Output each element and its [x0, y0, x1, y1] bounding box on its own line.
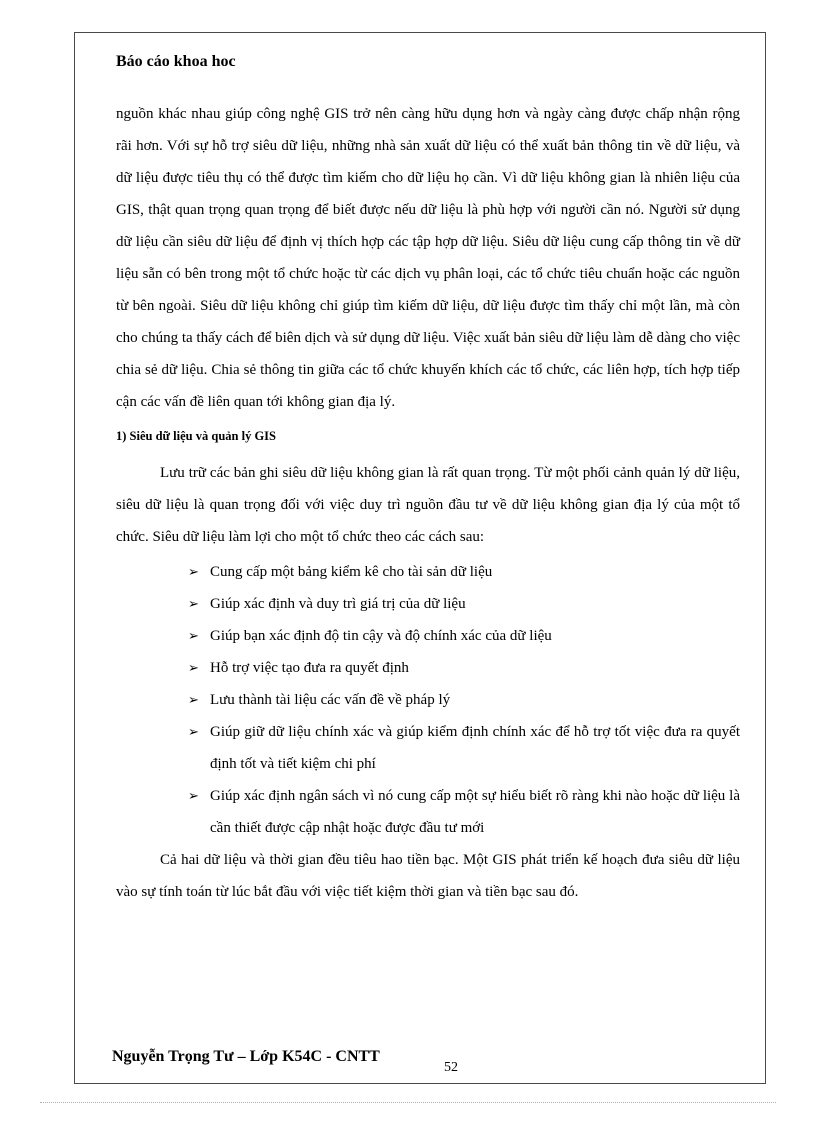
list-item — [188, 652, 740, 684]
list-item-text: Giúp xác định ngân sách vì nó cung cấp một sự hiểu biết rõ ràng khi nào hoặc dữ liệu là cần thiết được cập nhật hoặc được đầu tư mới — [210, 788, 740, 836]
list-item-text: Giúp bạn xác định độ tin cậy và độ chính xác của dữ liệu — [210, 628, 552, 644]
list-item-text: Lưu thành tài liệu các vấn đề về pháp lý — [210, 692, 451, 708]
section-heading: 1) Siêu dữ liệu và quản lý GIS — [116, 429, 276, 443]
arrow-bullet-icon: ➢ — [188, 788, 199, 803]
arrow-bullet-icon: ➢ — [188, 724, 199, 739]
closing-paragraph: Cả hai dữ liệu và thời gian đều tiêu hao tiền bạc. Một GIS phát triển kế hoạch đưa siêu dữ liệu vào sự tính toán từ lúc bắt đầu với việc tiết kiệm thời gian và tiền bạc sau đó. — [116, 852, 740, 900]
list-item — [188, 588, 740, 620]
page-header: Báo cáo khoa hoc — [116, 53, 236, 70]
arrow-bullet-icon: ➢ — [188, 628, 199, 643]
list-item-text: Giúp xác định và duy trì giá trị của dữ liệu — [210, 596, 466, 612]
list-item — [188, 780, 740, 844]
intro-paragraph: nguồn khác nhau giúp công nghệ GIS trở nên càng hữu dụng hơn và ngày càng được chấp nhận rộng rãi hơn. Với sự hỗ trợ siêu dữ liệu, những nhà sản xuất dữ liệu có thể xuất bản thông tin về dữ liệu, và dữ liệu được tiêu thụ có thể được tìm kiếm cho dữ liệu họ cần. Vì dữ liệu không gian là nhiên liệu của GIS, thật quan trọng quan trọng để biết được nếu dữ liệu là phù hợp với người cần nó. Người sử dụng dữ liệu cần siêu dữ liệu để định vị thích hợp các tập hợp dữ liệu. Siêu dữ liệu cung cấp thông tin về dữ liệu sẵn có bên trong một tổ chức hoặc từ các dịch vụ phân loại, các tổ chức tiêu chuẩn hoặc các nguồn từ bên ngoài. Siêu dữ liệu không chỉ giúp tìm kiếm dữ liệu, dữ liệu được tìm thấy chỉ một lần, mà còn cho chúng ta thấy cách để biên dịch và sử dụng dữ liệu. Việc xuất bản siêu dữ liệu làm dễ dàng cho việc chia sẻ dữ liệu. Chia sẻ thông tin giữa các tổ chức khuyến khích các tổ chức, các liên hợp, tích hợp tiếp cận các vấn đề liên quan tới không gian địa lý. — [116, 106, 740, 410]
list-item-text: Cung cấp một bảng kiểm kê cho tài sản dữ liệu — [210, 564, 493, 580]
list-item — [188, 556, 740, 588]
section-lead-paragraph: Lưu trữ các bản ghi siêu dữ liệu không gian là rất quan trọng. Từ một phối cảnh quản lý dữ liệu, siêu dữ liệu là quan trọng đối với việc duy trì nguồn đầu tư về dữ liệu không gian địa lý của một tổ chức. Siêu dữ liệu làm lợi cho một tổ chức theo các cách sau: — [116, 465, 740, 545]
page-bottom-dotted-line — [40, 1102, 776, 1103]
list-item — [188, 716, 740, 780]
list-item-text: Giúp giữ dữ liệu chính xác và giúp kiểm định chính xác để hỗ trợ tốt việc đưa ra quyết định tốt và tiết kiệm chi phí — [210, 724, 740, 772]
arrow-bullet-icon: ➢ — [188, 660, 199, 675]
benefits-list — [116, 556, 740, 844]
list-item — [188, 620, 740, 652]
page-number: 52 — [444, 1060, 458, 1075]
arrow-bullet-icon: ➢ — [188, 596, 199, 611]
list-item — [188, 684, 740, 716]
arrow-bullet-icon: ➢ — [188, 564, 199, 579]
footer-author: Nguyễn Trọng Tư – Lớp K54C - CNTT — [112, 1048, 380, 1065]
arrow-bullet-icon: ➢ — [188, 692, 199, 707]
list-item-text: Hỗ trợ việc tạo đưa ra quyết định — [210, 660, 409, 676]
document-body — [116, 98, 740, 908]
